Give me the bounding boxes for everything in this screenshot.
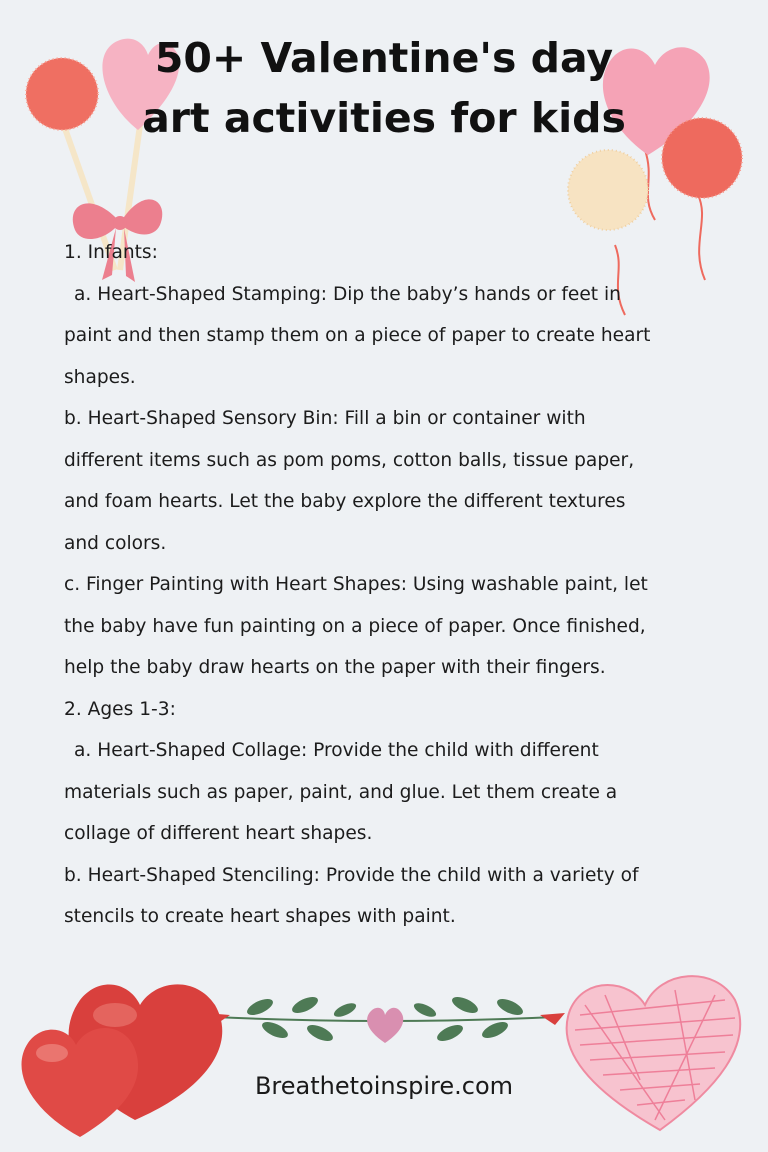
section-heading-ages-1-3: 2. Ages 1-3:	[64, 698, 176, 720]
list-item: b. Heart-Shaped Sensory Bin: Fill a bin or container with	[64, 408, 586, 429]
list-item: materials such as paper, paint, and glue. Let them create a	[64, 781, 618, 803]
page-title	[0, 28, 768, 148]
title-line-2: art activities for kids	[142, 94, 626, 142]
list-item: paint and then stamp them on a piece of paper to create heart	[64, 325, 651, 346]
leafy-branch-decoration	[185, 985, 585, 1065]
list-item: b. Heart-Shaped Stenciling: Provide the child with a variety of	[64, 864, 639, 886]
title-line-1: 50+ Valentine's day	[154, 34, 614, 82]
list-item: c. Finger Painting with Heart Shapes: Using washable paint, let	[64, 574, 648, 595]
list-item: shapes.	[64, 366, 136, 388]
list-item: the baby have fun painting on a piece of paper. Once finished,	[64, 615, 646, 637]
pink-heart-center	[367, 1008, 403, 1043]
list-item: different items such as pom poms, cotton balls, tissue paper,	[64, 449, 635, 471]
list-item: collage of different heart shapes.	[64, 823, 373, 844]
pink-scribble-heart-decoration	[545, 960, 760, 1140]
list-item: a. Heart-Shaped Stamping: Dip the baby’s hands or feet in	[74, 283, 621, 305]
list-item: stencils to create heart shapes with paint.	[64, 906, 456, 927]
list-item: a. Heart-Shaped Collage: Provide the child with different	[74, 740, 599, 761]
list-item: and colors.	[64, 532, 167, 554]
website-url: Breathetoinspire.com	[254, 1072, 514, 1100]
activities-list	[64, 232, 724, 938]
section-heading-infants: 1. Infants:	[64, 242, 158, 263]
list-item: and foam hearts. Let the baby explore the different textures	[64, 491, 626, 512]
list-item: help the baby draw hearts on the paper with their fingers.	[64, 657, 606, 678]
